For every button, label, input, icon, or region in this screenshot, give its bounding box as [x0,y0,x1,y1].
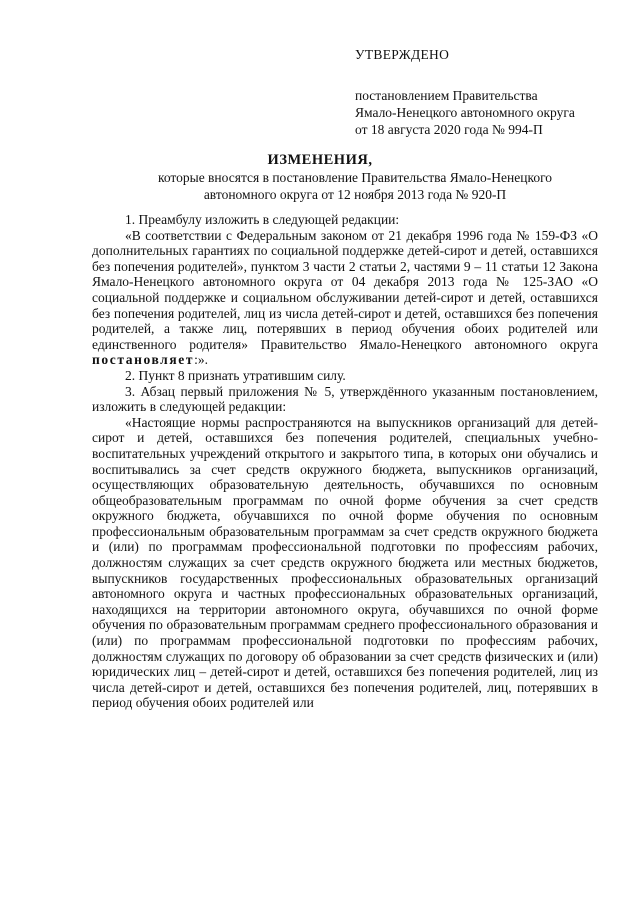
document-subtitle [120,169,590,203]
item-1-preamble: «В соответствии с Федеральным законом от 21 декабря 1996 года № 159-ФЗ «О дополнительных гарантиях по социальной поддержке детей-сирот и детей, оставшихся без попечения родителей», пунктом 3 части 2 статьи 2, частями 9 – 11 статьи 12 Закона Ямало-Ненецкого автономного округа от 04 декабря 2013 года № 125-ЗАО «О социальной поддержке и социальном обслуживании детей-сирот и детей, оставшихся без попечения родителей, лиц из числа детей-сирот и детей, оставшихся без попечения родителей, а также лиц, потерявших в период обучения обоих родителей или единственного родителя» Правительство Ямало-Ненецкого автономного округа [92,227,598,352]
item-1-text [92,228,598,368]
approval-block [355,46,575,138]
item-3-text: «Настоящие нормы распространяются на выпускников организаций для детей-сирот и детей, оставшихся без попечения родителей, специальных учебно-воспитательных учреждений открытого и закрытого типа, в которых они обучались и воспитывались за счет средств окружного бюджета, выпускников организаций, осуществляющих образовательную деятельность, обучавшихся по основным общеобразовательным программам по очной форме обучения за счет средств окружного бюджета, обучавшихся по очной форме обучения по основным профессиональным образовательным программам за счет средств окружного бюджета и (или) по программам профессиональной подготовки по профессиям рабочих, должностям служащих за счет средств окружного бюджета или местных бюджетов, выпускников государственных профессиональных образовательных организаций автономного округа и частных профессиональных образовательных организаций, находящихся на территории автономного округа, обучавшихся по очной форме обучения по образовательным программам среднего профессионального образования и (или) по программам профессиональной подготовки по профессиям рабочих, должностям служащих по договору об образовании за счет средств физических и (или) юридических лиц – детей-сирот и детей, оставшихся без попечения родителей, лиц из числа детей-сирот и детей, оставшихся без попечения родителей, лиц, потерявших в период обучения обоих родителей или [92,414,598,711]
document-title: ИЗМЕНЕНИЯ, [267,152,373,168]
item-2: 2. Пункт 8 признать утратившим силу. [125,367,346,383]
document-body [92,212,598,711]
item-3-intro: 3. Абзац первый приложения № 5, утверждённого указанным постановлением, изложить в следующей редакции: [92,383,598,415]
subtitle-line-2: автономного округа от 12 ноября 2013 года № 920-П [203,187,507,202]
subtitle-line-1: которые вносятся в постановление Правительства Ямало-Ненецкого [157,170,553,185]
approval-line-2: Ямало-Ненецкого автономного округа [355,105,575,120]
item-1-tail: :». [194,352,208,368]
approval-heading: УТВЕРЖДЕНО [355,47,450,62]
approval-line-1: постановлением Правительства [355,88,538,103]
item-1-intro: 1. Преамбулу изложить в следующей редакции: [125,212,400,227]
approval-line-3: от 18 августа 2020 года № 994-П [355,122,543,137]
item-1-emphasis: постановляет [92,352,195,368]
